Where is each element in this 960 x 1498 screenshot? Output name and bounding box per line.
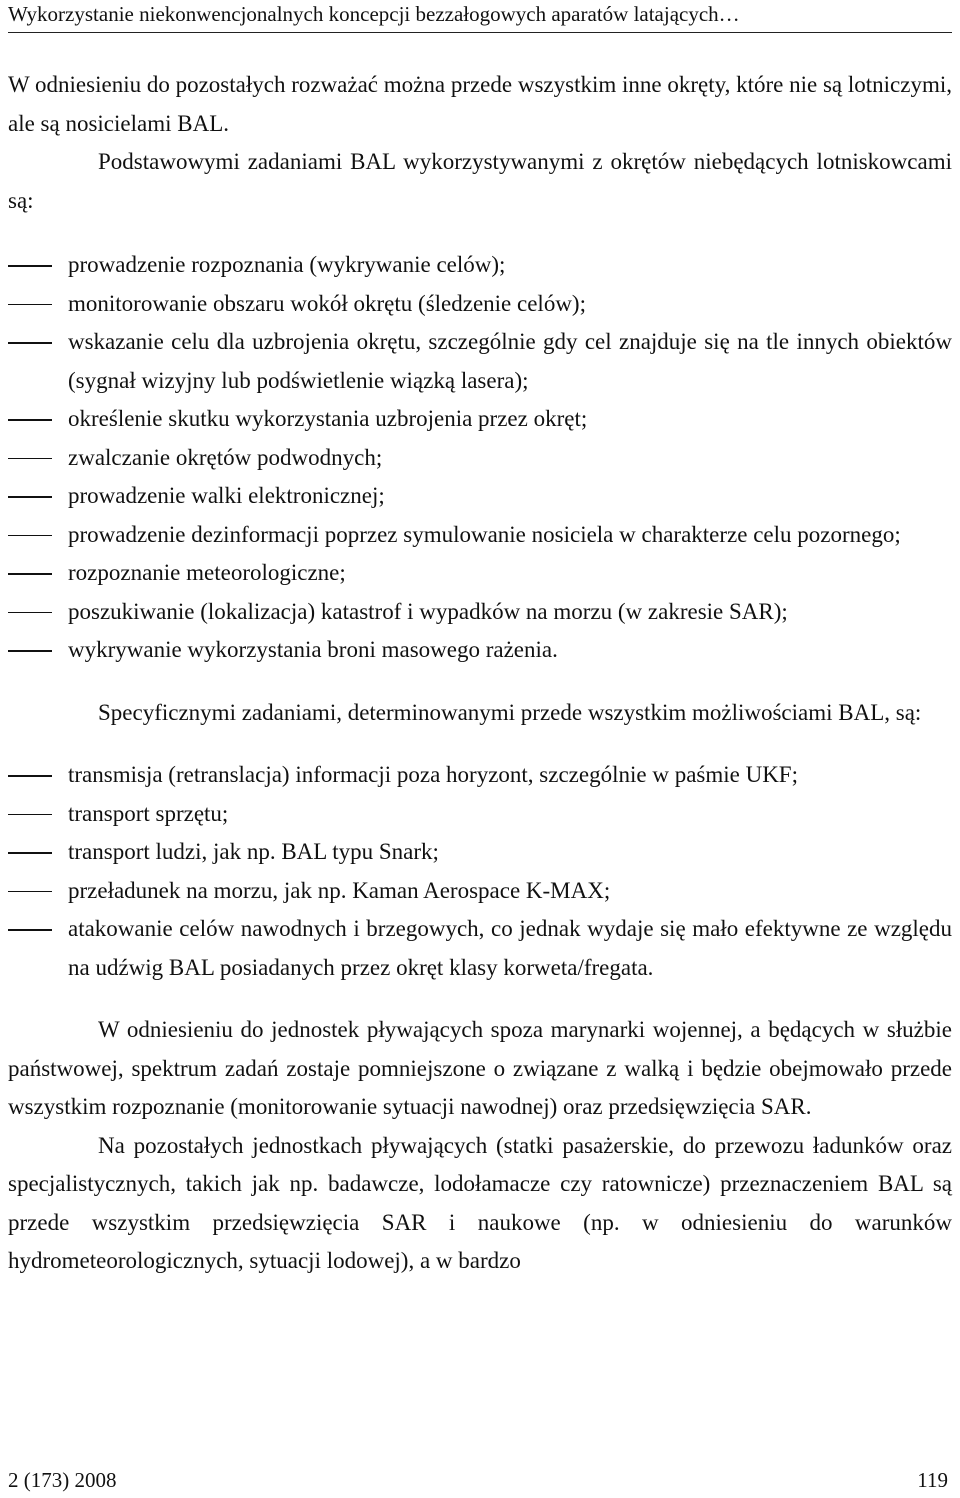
paragraph-3: Specyficznymi zadaniami, determinowanymi przede wszystkim możliwościami BAL, są:: [98, 699, 922, 725]
dash-bullet: [8, 852, 52, 854]
dash-bullet: [8, 458, 52, 460]
dash-bullet: [8, 265, 52, 267]
footer-issue: 2 (173) 2008: [8, 1468, 117, 1492]
dash-bullet: [8, 814, 52, 816]
specific-tasks-list: [8, 756, 952, 987]
list-item: określenie skutku wykorzystania uzbrojenia przez okręt;: [8, 400, 952, 439]
dash-bullet: [8, 929, 52, 931]
dash-bullet: [8, 573, 52, 575]
paragraph-2: Podstawowymi zadaniami BAL wykorzystywanymi z okrętów niebędących lotniskowcami są:: [8, 149, 952, 213]
page-number: 119: [917, 1468, 948, 1492]
list-item: transport sprzętu;: [8, 795, 952, 834]
list-item: przeładunek na morzu, jak np. Kaman Aerospace K-MAX;: [8, 872, 952, 911]
list-item: monitorowanie obszaru wokół okrętu (śledzenie celów);: [8, 285, 952, 324]
dash-bullet: [8, 775, 52, 777]
dash-bullet: [8, 535, 52, 537]
running-header: Wykorzystanie niekonwencjonalnych koncepcji bezzałogowych aparatów latających…: [8, 0, 952, 33]
dash-bullet: [8, 650, 52, 652]
dash-bullet: [8, 304, 52, 306]
list-item: zwalczanie okrętów podwodnych;: [8, 439, 952, 478]
paragraph-1: W odniesieniu do pozostałych rozważać można przede wszystkim inne okręty, które nie są lotniczymi, ale są nosicielami BAL.: [8, 72, 952, 136]
dash-bullet: [8, 342, 52, 344]
list-item: rozpoznanie meteorologiczne;: [8, 554, 952, 593]
list-item: prowadzenie rozpoznania (wykrywanie celów);: [8, 246, 952, 285]
dash-bullet: [8, 891, 52, 893]
list-item: transmisja (retranslacja) informacji poza horyzont, szczególnie w paśmie UKF;: [8, 756, 952, 795]
list-item: prowadzenie walki elektronicznej;: [8, 477, 952, 516]
basic-tasks-list: [8, 246, 952, 670]
list-item: poszukiwanie (lokalizacja) katastrof i wypadków na morzu (w zakresie SAR);: [8, 593, 952, 632]
page-content: [8, 66, 952, 1281]
list-item: wskazanie celu dla uzbrojenia okrętu, szczególnie gdy cel znajduje się na tle innych obiektów (sygnał wizyjny lub podświetlenie wiązką lasera);: [8, 323, 952, 400]
dash-bullet: [8, 419, 52, 421]
dash-bullet: [8, 612, 52, 614]
dash-bullet: [8, 496, 52, 498]
list-item: prowadzenie dezinformacji poprzez symulowanie nosiciela w charakterze celu pozornego;: [8, 516, 952, 555]
paragraph-5: Na pozostałych jednostkach pływających (statki pasażerskie, do przewozu ładunków oraz specjalistycznych, takich jak np. badawcze, lodołamacze czy ratownicze) przeznaczeniem BAL są przede wszystkim przedsięwzięcia SAR i naukowe (np. w odniesieniu do warunków hydrometeorologicznych, sytuacji lodowej), a w bardzo: [8, 1132, 952, 1273]
list-item: transport ludzi, jak np. BAL typu Snark;: [8, 833, 952, 872]
paragraph-4: W odniesieniu do jednostek pływających spoza marynarki wojennej, a będących w służbie państwowej, spektrum zadań zostaje pomniejszone o związane z walką i będzie obejmowało przede wszystkim rozpoznanie (monitorowanie sytuacji nawodnej) oraz przedsięwzięcia SAR.: [8, 1017, 952, 1119]
list-item: atakowanie celów nawodnych i brzegowych, co jednak wydaje się mało efektywne ze względu na udźwig BAL posiadanych przez okręt klasy korweta/fregata.: [8, 910, 952, 987]
list-item: wykrywanie wykorzystania broni masowego rażenia.: [8, 631, 952, 670]
